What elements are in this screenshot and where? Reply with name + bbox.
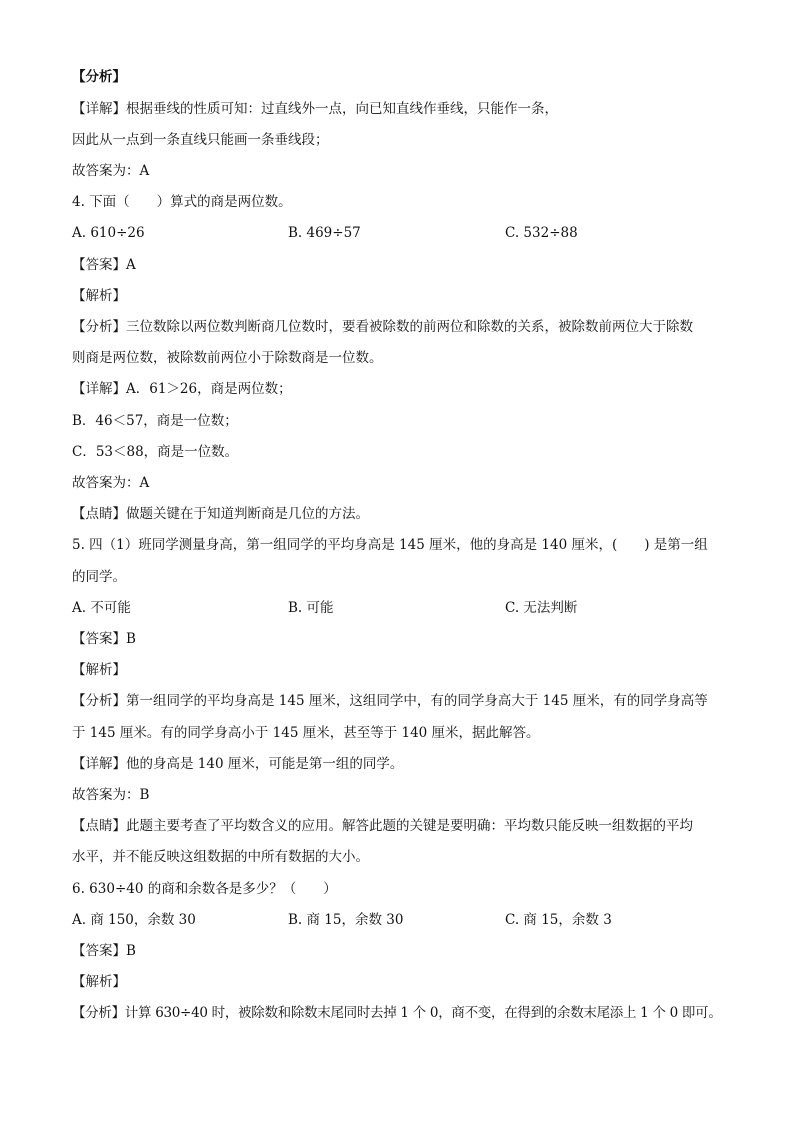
question-6-option-c: C. 商 15，余数 3: [505, 912, 612, 928]
answer-conclusion: 故答案为：B: [72, 787, 150, 803]
key-point-line: 水平，并不能反映这组数据的中所有数据的大小。: [72, 849, 369, 865]
analysis-line: 【分析】三位数除以两位数判断商几位数时，要看被除数的前两位和除数的关系，被除数前两位大于除数: [72, 319, 693, 335]
answer-line: 【答案】A: [72, 257, 136, 273]
answer-line: 【答案】B: [72, 631, 136, 647]
section-label-analysis: 【分析】: [72, 69, 126, 85]
section-label-explanation: 【解析】: [72, 662, 126, 678]
detail-line: C．53＜88，商是一位数。: [72, 444, 239, 460]
detail-line: 因此从一点到一条直线只能画一条垂线段；: [72, 132, 329, 148]
question-5-continued: 的同学。: [72, 569, 126, 585]
question-6: 6. 630÷40 的商和余数各是多少？（ ）: [72, 881, 337, 897]
question-5-option-c: C. 无法判断: [505, 600, 578, 616]
answer-conclusion: 故答案为：A: [72, 475, 150, 491]
analysis-line: 【分析】计算 630÷40 时，被除数和除数末尾同时去掉 1 个 0，商不变，在得到的余数末尾添上 1 个 0 即可。: [72, 1005, 722, 1021]
question-6-option-a: A. 商 150，余数 30: [72, 912, 196, 928]
detail-line: 【详解】根据垂线的性质可知：过直线外一点，向已知直线作垂线，只能作一条，: [72, 101, 558, 117]
detail-line: 【详解】他的身高是 140 厘米，可能是第一组的同学。: [72, 756, 404, 772]
question-5: 5. 四（1）班同学测量身高，第一组同学的平均身高是 145 厘米，他的身高是 140 厘米，( ) 是第一组: [72, 537, 708, 553]
key-point-line: 【点睛】做题关键在于知道判断商是几位的方法。: [72, 506, 369, 522]
answer-conclusion: 故答案为：A: [72, 163, 150, 179]
analysis-line: 则商是两位数，被除数前两位小于除数商是一位数。: [72, 350, 383, 366]
question-5-option-b: B. 可能: [288, 600, 334, 616]
analysis-line: 于 145 厘米。有的同学身高小于 145 厘米，甚至等于 140 厘米，据此解答。: [72, 725, 540, 741]
question-4-option-c: C. 532÷88: [505, 225, 578, 241]
section-label-explanation: 【解析】: [72, 974, 126, 990]
section-label-explanation: 【解析】: [72, 288, 126, 304]
question-6-option-b: B. 商 15，余数 30: [288, 912, 404, 928]
detail-line: 【详解】A．61＞26，商是两位数；: [72, 381, 292, 397]
answer-line: 【答案】B: [72, 943, 136, 959]
question-5-option-a: A. 不可能: [72, 600, 131, 616]
detail-line: B．46＜57，商是一位数；: [72, 413, 238, 429]
question-4: 4. 下面（ ）算式的商是两位数。: [72, 194, 292, 210]
analysis-line: 【分析】第一组同学的平均身高是 145 厘米，这组同学中，有的同学身高大于 145 厘米，有的同学身高等: [72, 693, 708, 709]
question-4-option-a: A. 610÷26: [72, 225, 145, 241]
key-point-line: 【点睛】此题主要考查了平均数含义的应用。解答此题的关键是要明确：平均数只能反映一组数据的平均: [72, 818, 693, 834]
question-4-option-b: B. 469÷57: [288, 225, 361, 241]
